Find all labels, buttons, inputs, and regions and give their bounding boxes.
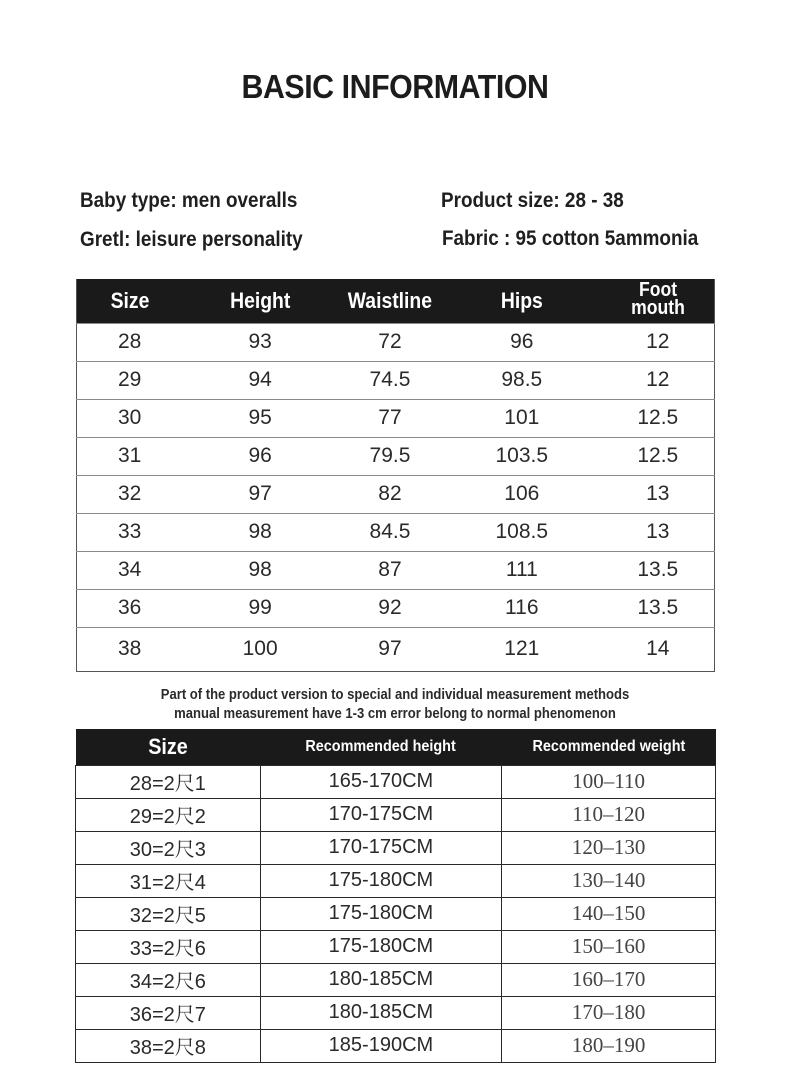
table-row (77, 361, 715, 399)
cell-size: 36=2尺7 (76, 996, 261, 1029)
cell-size: 34 (77, 551, 183, 589)
info-gretl (80, 228, 303, 252)
cell-recommended-weight: 170–180 (502, 996, 716, 1029)
table-row (77, 475, 715, 513)
cell-recommended-weight: 130–140 (502, 864, 716, 897)
cell-hips: 121 (442, 627, 602, 671)
cell-recommended-height: 175-180CM (260, 864, 502, 897)
header-waistline: Waistline (338, 279, 442, 323)
cell-waistline: 79.5 (338, 437, 442, 475)
cell-recommended-weight: 160–170 (502, 963, 716, 996)
cell-foot-mouth: 12 (602, 361, 715, 399)
cell-waistline: 92 (338, 589, 442, 627)
cell-hips: 96 (442, 323, 602, 361)
info-fabric-label: Fabric : (442, 227, 511, 250)
info-baby-type-value: men overalls (181, 189, 298, 212)
cell-size: 28 (77, 323, 183, 361)
cell-hips: 101 (442, 399, 602, 437)
recommend-table (75, 729, 716, 1063)
table-row (77, 589, 715, 627)
table-row (76, 963, 716, 996)
cell-foot-mouth: 13.5 (602, 551, 715, 589)
cell-recommended-height: 180-185CM (260, 963, 502, 996)
cell-hips: 111 (442, 551, 602, 589)
cell-waistline: 87 (338, 551, 442, 589)
header-hips: Hips (442, 279, 602, 323)
cell-recommended-weight: 110–120 (502, 798, 716, 831)
table-row (77, 399, 715, 437)
table-row (77, 513, 715, 551)
cell-size: 31 (77, 437, 183, 475)
cell-waistline: 97 (338, 627, 442, 671)
cell-waistline: 72 (338, 323, 442, 361)
note-line-2: manual measurement have 1-3 cm error belong to normal phenomenon (174, 706, 616, 722)
info-baby-type-label: Baby type: (80, 189, 177, 212)
cell-foot-mouth: 14 (602, 627, 715, 671)
table-row (77, 437, 715, 475)
table-row (76, 996, 716, 1029)
size-table (76, 279, 715, 672)
info-baby-type (80, 189, 297, 213)
cell-height: 94 (182, 361, 338, 399)
cell-size: 32=2尺5 (76, 897, 261, 930)
measurement-note (0, 686, 790, 724)
table-row (76, 864, 716, 897)
cell-hips: 106 (442, 475, 602, 513)
header-recommended-height: Recommended height (260, 729, 502, 765)
table-row (76, 897, 716, 930)
header-foot-mouth: Foot mouth (602, 279, 715, 323)
cell-height: 98 (182, 513, 338, 551)
cell-size: 33=2尺6 (76, 930, 261, 963)
cell-size: 31=2尺4 (76, 864, 261, 897)
cell-size: 33 (77, 513, 183, 551)
cell-size: 36 (77, 589, 183, 627)
cell-recommended-height: 170-175CM (260, 831, 502, 864)
cell-recommended-height: 175-180CM (260, 930, 502, 963)
cell-size: 29 (77, 361, 183, 399)
info-product-size-label: Product size: (441, 189, 560, 212)
cell-recommended-height: 180-185CM (260, 996, 502, 1029)
cell-waistline: 74.5 (338, 361, 442, 399)
info-product-size (441, 189, 624, 213)
cell-foot-mouth: 12 (602, 323, 715, 361)
cell-recommended-height: 165-170CM (260, 765, 502, 798)
cell-height: 99 (182, 589, 338, 627)
header-size: Size (76, 729, 261, 765)
cell-size: 28=2尺1 (76, 765, 261, 798)
table-row (76, 930, 716, 963)
cell-hips: 103.5 (442, 437, 602, 475)
cell-height: 98 (182, 551, 338, 589)
info-gretl-value: leisure personality (135, 228, 303, 251)
cell-foot-mouth: 13.5 (602, 589, 715, 627)
page-title: BASIC INFORMATION (241, 68, 549, 105)
cell-recommended-height: 175-180CM (260, 897, 502, 930)
table-row (76, 765, 716, 798)
cell-recommended-weight: 140–150 (502, 897, 716, 930)
cell-height: 93 (182, 323, 338, 361)
cell-size: 38=2尺8 (76, 1029, 261, 1062)
cell-size: 32 (77, 475, 183, 513)
cell-waistline: 82 (338, 475, 442, 513)
cell-recommended-weight: 150–160 (502, 930, 716, 963)
note-line-1: Part of the product version to special and individual measurement methods (160, 687, 630, 703)
cell-size: 30 (77, 399, 183, 437)
cell-recommended-weight: 180–190 (502, 1029, 716, 1062)
cell-size: 30=2尺3 (76, 831, 261, 864)
cell-size: 38 (77, 627, 183, 671)
info-fabric (442, 227, 698, 251)
info-gretl-label: Gretl: (80, 228, 131, 251)
cell-height: 97 (182, 475, 338, 513)
cell-size: 34=2尺6 (76, 963, 261, 996)
header-height: Height (182, 279, 338, 323)
cell-recommended-weight: 120–130 (502, 831, 716, 864)
cell-foot-mouth: 13 (602, 513, 715, 551)
cell-hips: 98.5 (442, 361, 602, 399)
cell-height: 96 (182, 437, 338, 475)
cell-height: 100 (182, 627, 338, 671)
cell-size: 29=2尺2 (76, 798, 261, 831)
cell-recommended-height: 170-175CM (260, 798, 502, 831)
cell-recommended-height: 185-190CM (260, 1029, 502, 1062)
table-row (77, 627, 715, 671)
table-row (76, 1029, 716, 1062)
table-row (77, 551, 715, 589)
cell-waistline: 77 (338, 399, 442, 437)
table-row (77, 323, 715, 361)
cell-foot-mouth: 13 (602, 475, 715, 513)
recommend-table-header (76, 729, 716, 765)
cell-waistline: 84.5 (338, 513, 442, 551)
info-product-size-value: 28 - 38 (564, 189, 624, 212)
cell-hips: 108.5 (442, 513, 602, 551)
cell-hips: 116 (442, 589, 602, 627)
cell-height: 95 (182, 399, 338, 437)
table-row (76, 798, 716, 831)
cell-recommended-weight: 100–110 (502, 765, 716, 798)
info-fabric-value: 95 cotton 5ammonia (515, 227, 699, 250)
header-recommended-weight: Recommended weight (502, 729, 716, 765)
header-size: Size (77, 279, 183, 323)
table-row (76, 831, 716, 864)
cell-foot-mouth: 12.5 (602, 437, 715, 475)
size-table-header (77, 279, 715, 323)
cell-foot-mouth: 12.5 (602, 399, 715, 437)
